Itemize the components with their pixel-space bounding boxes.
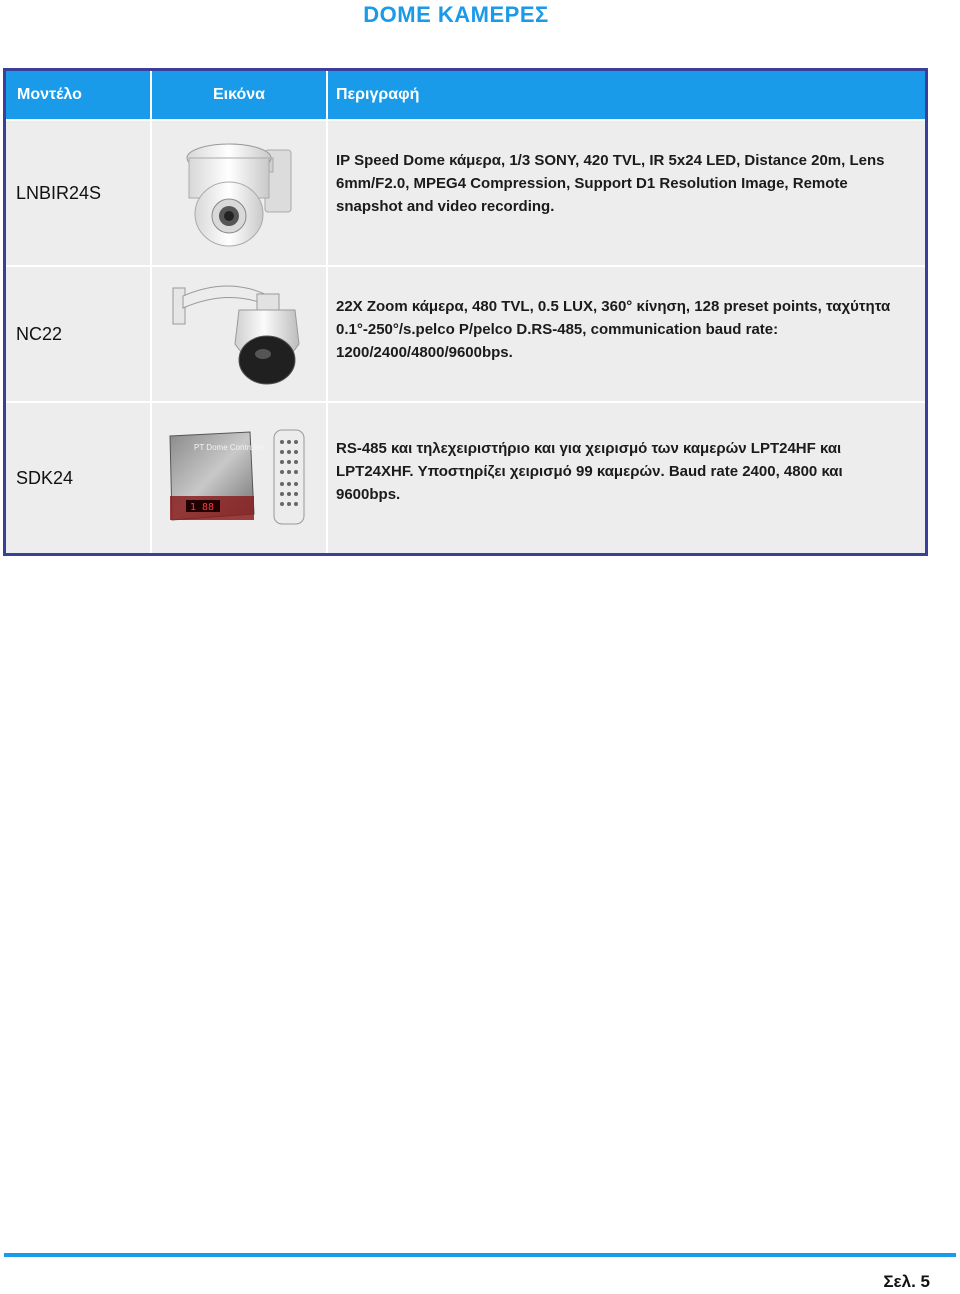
description-cell <box>328 403 925 553</box>
table-row <box>6 401 925 553</box>
image-cell <box>152 403 328 553</box>
controller-display: 1 88 <box>190 502 215 513</box>
ir-speed-dome-camera-icon <box>179 136 299 251</box>
description-text: IP Speed Dome κάμερα, 1/3 SONY, 420 TVL, IR 5x24 LED, Distance 20m, Lens 6mm/F2.0, MPEG4 Compression, Support D1 Resolution Image, Remote snapshot and video recording. <box>336 152 885 215</box>
page-number: Σελ. 5 <box>883 1272 930 1291</box>
image-cell <box>152 121 328 265</box>
table-row <box>6 119 925 265</box>
description-cell <box>328 267 925 401</box>
table-header-row <box>6 71 925 119</box>
page-title: DOME ΚΑΜΕΡΕΣ <box>363 2 549 27</box>
ptz-controller-remote-icon <box>164 428 314 528</box>
description-text: 22X Zoom κάμερα, 480 TVL, 0.5 LUX, 360° κίνηση, 128 preset points, ταχύτητα 0.1°-250°/s.pelco P/pelco D.RS-485, communication baud rate: 1200/2400/4800/9600bps. <box>336 298 891 361</box>
model-cell: SDK24 <box>6 403 152 553</box>
controller-label: PT Dome Controller <box>194 443 265 452</box>
image-cell <box>152 267 328 401</box>
description-text: RS-485 και τηλεχειριστήριο και για χειρισμό των καμερών LPT24HF και LPT24XHF. Υποστηρίζει χειρισμό 99 καμερών. Baud rate 2400, 4800 και 9600bps. <box>336 440 843 503</box>
header-model: Μοντέλο <box>6 71 152 119</box>
wall-mount-dome-camera-icon <box>169 274 309 394</box>
description-cell <box>328 121 925 265</box>
model-cell: NC22 <box>6 267 152 401</box>
header-description: Περιγραφή <box>336 86 420 103</box>
product-table <box>3 68 928 556</box>
footer-divider <box>4 1253 956 1257</box>
table-row <box>6 265 925 401</box>
header-image: Εικόνα <box>152 71 328 119</box>
model-cell: LNBIR24S <box>6 121 152 265</box>
